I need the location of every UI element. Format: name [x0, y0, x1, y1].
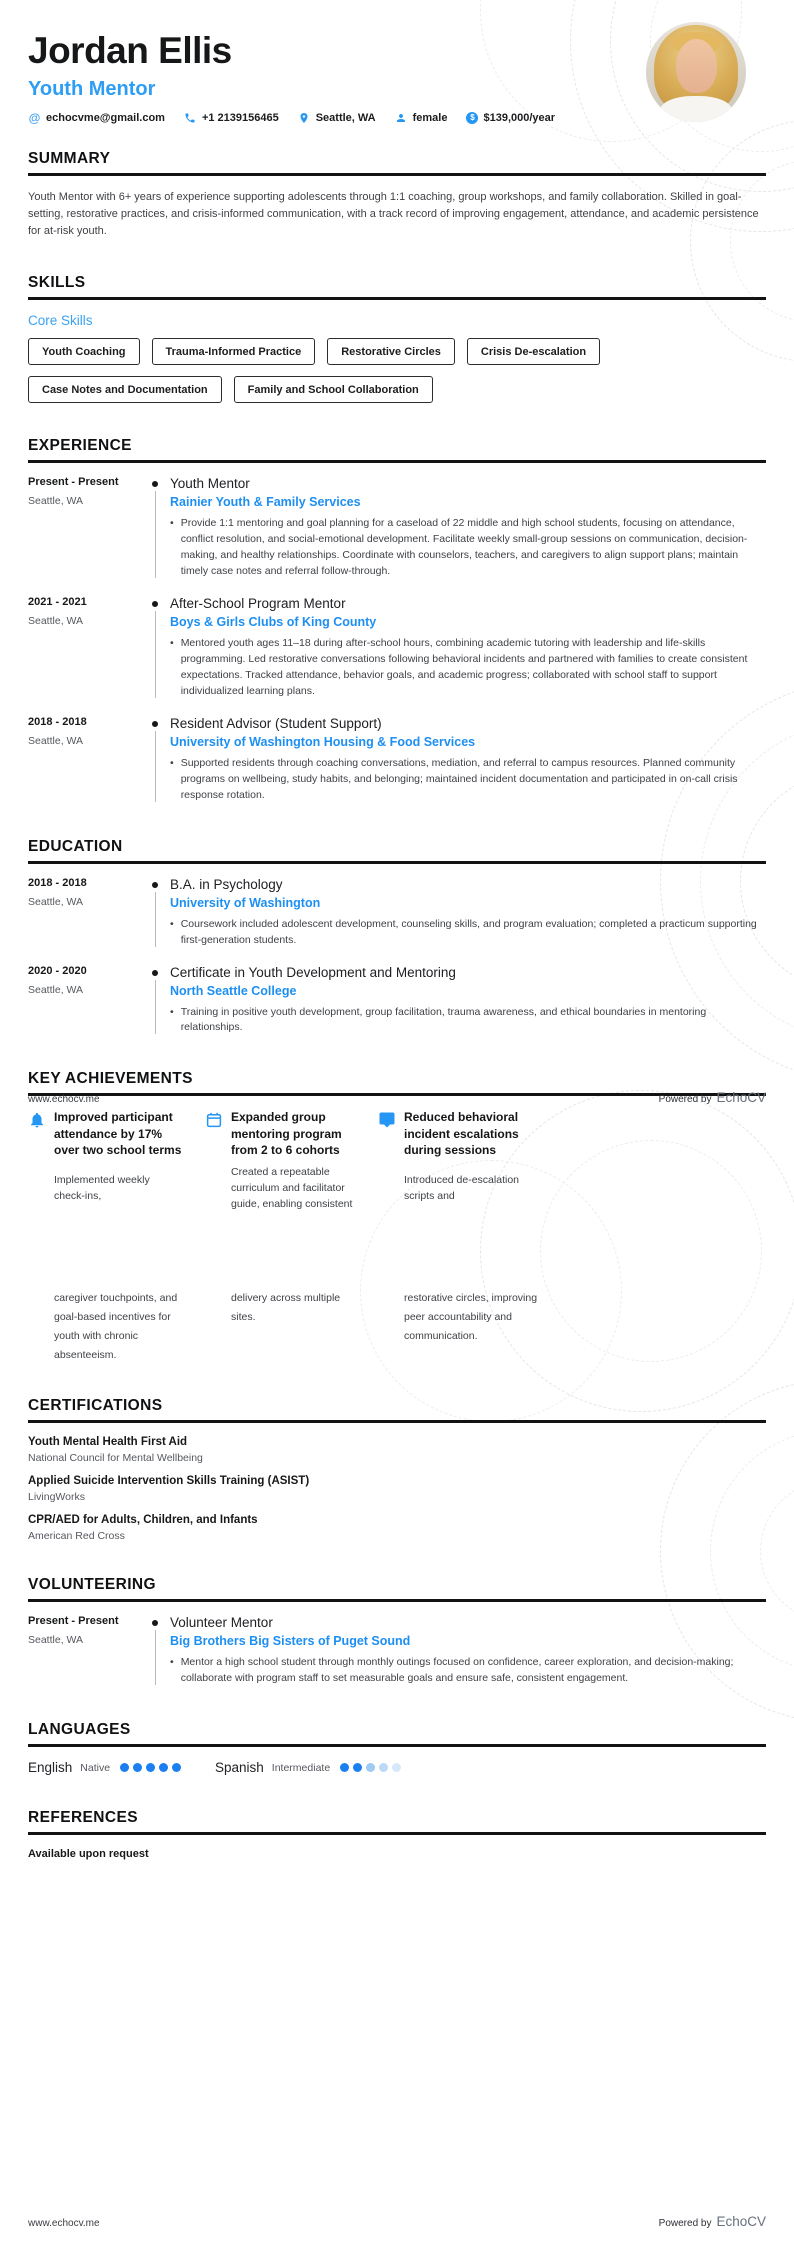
skills-group-label: Core Skills [28, 313, 93, 329]
experience-entry [28, 476, 766, 580]
section-volunteering [28, 1576, 766, 1687]
language-level: Intermediate [271, 1761, 331, 1774]
dollar-icon: $ [466, 112, 478, 124]
contact-salary [466, 112, 555, 124]
contact-salary-value: $139,000/year [483, 111, 556, 124]
language-name: English [28, 1760, 73, 1776]
language-list [28, 1760, 766, 1775]
achievements-heading: KEY ACHIEVEMENTS [28, 1070, 766, 1096]
entry-school: North Seattle College [170, 983, 297, 998]
page-break-gap [28, 1212, 766, 1286]
entry-school: University of Washington [170, 895, 321, 910]
entry-bullet: • Provide 1:1 mentoring and goal planning for a caseload of 22 middle and high school students, focusing on attendance, conflict resolution, and social-emotional development. Facilitate weekly small-group sessions on communication, decision-making, and healthy relationships. Coordinate with counselors, teachers, and caregivers to align support plans; maintain timely case notes and referral follow-through. [170, 516, 766, 580]
section-summary [28, 150, 766, 240]
certification-item [28, 1475, 766, 1503]
achievement-item-continued [205, 1288, 378, 1363]
entry-degree: B.A. in Psychology [170, 876, 283, 892]
timeline-line [155, 491, 156, 578]
language-name: Spanish [215, 1760, 264, 1776]
person-icon [395, 111, 408, 124]
timeline-line [155, 1630, 156, 1685]
proficiency-dot [392, 1763, 401, 1772]
timeline-dot [152, 1620, 158, 1626]
bell-icon [28, 1111, 46, 1129]
section-skills [28, 274, 766, 403]
contact-gender-value: female [412, 111, 448, 124]
experience-entry [28, 596, 766, 700]
proficiency-dot [340, 1763, 349, 1772]
entry-organization: Big Brothers Big Sisters of Puget Sound [170, 1634, 411, 1649]
achievement-desc: caregiver touchpoints, and goal-based incentives for youth with chronic absenteeism. [54, 1292, 178, 1361]
entry-dates: Present - Present [28, 476, 119, 489]
timeline [140, 596, 170, 700]
entry-meta [28, 965, 140, 1037]
contact-gender [395, 111, 448, 124]
entry-body [170, 1615, 766, 1687]
education-entry [28, 965, 766, 1037]
entry-role: Youth Mentor [170, 476, 250, 492]
location-pin-icon [298, 111, 311, 124]
timeline-dot [152, 481, 158, 487]
timeline-dot [152, 970, 158, 976]
achievement-title: Expanded group mentoring program from 2 to 6 cohorts [231, 1110, 342, 1157]
proficiency-dot [159, 1763, 168, 1772]
achievement-desc: Introduced de-escalation scripts and [404, 1173, 519, 1202]
entry-role: After-School Program Mentor [170, 595, 346, 611]
entry-body [170, 476, 766, 580]
achievement-item-continued [28, 1288, 205, 1363]
entry-bullet: • Supported residents through coaching conversations, mediation, and referral to campus resources. Planned community programs on wellbeing, study habits, and belonging; maintained incident documentation and participated in on-call crisis response rotation. [170, 756, 766, 804]
timeline [140, 965, 170, 1037]
certification-name: Youth Mental Health First Aid [28, 1436, 188, 1449]
entry-location: Seattle, WA [28, 614, 84, 627]
timeline [140, 716, 170, 804]
entry-location: Seattle, WA [28, 895, 84, 908]
summary-heading: SUMMARY [28, 150, 766, 176]
entry-dates: 2018 - 2018 [28, 715, 87, 728]
certification-name: CPR/AED for Adults, Children, and Infants [28, 1514, 258, 1527]
timeline-line [155, 980, 156, 1035]
entry-meta [28, 476, 140, 580]
proficiency-dot [146, 1763, 155, 1772]
language-item [215, 1760, 401, 1775]
entry-role: Resident Advisor (Student Support) [170, 715, 382, 731]
certification-issuer: American Red Cross [28, 1530, 125, 1543]
certification-issuer: National Council for Mental Wellbeing [28, 1452, 203, 1465]
page-footer [28, 2214, 766, 2229]
skill-chip: Youth Coaching [28, 338, 140, 365]
entry-bullet: • Mentor a high school student through monthly outings focused on confidence, career exploration, and decision-making; collaborate with program staff to set measurable goals and ensure safe, consistent engagement. [170, 1655, 766, 1687]
contact-phone [184, 111, 279, 124]
entry-location: Seattle, WA [28, 1634, 84, 1647]
references-heading: REFERENCES [28, 1809, 766, 1835]
education-heading: EDUCATION [28, 838, 766, 864]
certifications-heading: CERTIFICATIONS [28, 1397, 766, 1423]
contact-phone-value: +1 2139156465 [201, 111, 279, 124]
proficiency-dot [120, 1763, 129, 1772]
skills-heading: SKILLS [28, 274, 766, 300]
proficiency-dot [353, 1763, 362, 1772]
calendar-icon [205, 1111, 223, 1129]
avatar-face [676, 39, 717, 93]
skill-chip: Restorative Circles [327, 338, 455, 365]
timeline-line [155, 611, 156, 698]
proficiency-dot [172, 1763, 181, 1772]
contact-location-value: Seattle, WA [315, 111, 376, 124]
timeline [140, 1615, 170, 1687]
person-name: Jordan Ellis [28, 30, 232, 71]
achievements-grid-continued [28, 1288, 766, 1363]
entry-dates: 2018 - 2018 [28, 876, 87, 889]
achievement-item [378, 1109, 566, 1212]
phone-icon [184, 111, 197, 124]
experience-heading: EXPERIENCE [28, 437, 766, 463]
proficiency-dot [133, 1763, 142, 1772]
powered-by-label: Powered by [658, 2218, 712, 2229]
chat-icon [378, 1111, 396, 1129]
entry-company: Rainier Youth & Family Services [170, 495, 361, 510]
achievement-desc: Created a repeatable curriculum and facilitator guide, enabling consistent [231, 1166, 353, 1210]
person-job-title: Youth Mentor [28, 78, 156, 100]
timeline [140, 476, 170, 580]
references-text: Available upon request [28, 1848, 149, 1861]
volunteering-heading: VOLUNTEERING [28, 1576, 766, 1602]
contact-row [28, 111, 766, 124]
certification-name: Applied Suicide Intervention Skills Training (ASIST) [28, 1475, 310, 1488]
footer-site-link[interactable]: www.echocv.me [28, 2218, 100, 2229]
profile-photo [646, 22, 746, 122]
timeline-dot [152, 721, 158, 727]
echocv-brand-link[interactable]: EchoCV [716, 1090, 766, 1105]
timeline-line [155, 892, 156, 947]
entry-dates: 2020 - 2020 [28, 964, 87, 977]
entry-body [170, 965, 766, 1037]
certification-item [28, 1436, 766, 1464]
education-entry [28, 877, 766, 949]
entry-bullet: • Training in positive youth development, group facilitation, trauma awareness, and ethical boundaries in mentoring relationships. [170, 1005, 766, 1037]
entry-meta [28, 1615, 140, 1687]
achievement-desc: restorative circles, improving peer accountability and communication. [404, 1292, 538, 1342]
experience-entry [28, 716, 766, 804]
skill-chip: Case Notes and Documentation [28, 376, 222, 403]
timeline [140, 877, 170, 949]
volunteering-entry [28, 1615, 766, 1687]
section-languages [28, 1721, 766, 1775]
powered-by-label: Powered by [658, 1094, 712, 1105]
footer-powered [659, 2214, 766, 2229]
section-certifications [28, 1397, 766, 1542]
achievement-title: Reduced behavioral incident escalations during sessions [404, 1110, 519, 1157]
skill-chip: Family and School Collaboration [234, 376, 433, 403]
language-proficiency-dots [340, 1763, 401, 1772]
entry-dates: 2021 - 2021 [28, 595, 87, 608]
language-item [28, 1760, 215, 1775]
language-level: Native [80, 1761, 111, 1774]
at-icon: @ [28, 110, 41, 125]
entry-company: Boys & Girls Clubs of King County [170, 614, 377, 629]
page-footer [28, 1090, 766, 1105]
contact-email-value: echocvme@gmail.com [46, 111, 165, 124]
achievements-grid [28, 1109, 766, 1212]
footer-powered [659, 1090, 766, 1105]
contact-location [298, 111, 376, 124]
entry-bullet: • Mentored youth ages 11–18 during after-school hours, combining academic tutoring with leadership and life-skills programming. Led restorative conversations following behavioral incidents and partnered with families to create consistent expectations. Tracked attendance, behavior goals, and academic progress; collaborated with school staff to support individualized learning plans. [170, 636, 766, 700]
entry-meta [28, 596, 140, 700]
entry-degree: Certificate in Youth Development and Mentoring [170, 964, 456, 980]
entry-role: Volunteer Mentor [170, 1615, 273, 1631]
summary-text: Youth Mentor with 6+ years of experience supporting adolescents through 1:1 coaching, group workshops, and family collaboration. Skilled in goal-setting, restorative practices, and crisis-informed communication, with a track record of improving engagement, attendance, and academic persistence for at-risk youth. [28, 191, 759, 238]
certification-item [28, 1514, 766, 1542]
entry-location: Seattle, WA [28, 983, 84, 996]
achievement-title: Improved participant attendance by 17% over two school terms [54, 1110, 182, 1157]
timeline-dot [152, 601, 158, 607]
entry-dates: Present - Present [28, 1615, 119, 1628]
section-achievements [28, 1070, 766, 1363]
section-experience [28, 437, 766, 803]
languages-heading: LANGUAGES [28, 1721, 766, 1747]
proficiency-dot [366, 1763, 375, 1772]
proficiency-dot [379, 1763, 388, 1772]
achievement-item-continued [378, 1288, 566, 1363]
skills-chip-list [28, 338, 766, 403]
timeline-dot [152, 882, 158, 888]
certification-issuer: LivingWorks [28, 1491, 85, 1504]
achievement-desc: delivery across multiple sites. [231, 1292, 341, 1323]
achievement-item [205, 1109, 378, 1212]
footer-site-link[interactable]: www.echocv.me [28, 1094, 100, 1105]
avatar-shirt [660, 96, 732, 122]
achievement-item [28, 1109, 205, 1212]
entry-location: Seattle, WA [28, 495, 84, 508]
contact-email[interactable] [28, 111, 165, 124]
section-references [28, 1809, 766, 1860]
entry-company: University of Washington Housing & Food Services [170, 734, 476, 749]
timeline-line [155, 731, 156, 802]
entry-location: Seattle, WA [28, 734, 84, 747]
entry-body [170, 716, 766, 804]
language-proficiency-dots [120, 1763, 181, 1772]
entry-body [170, 877, 766, 949]
section-education [28, 838, 766, 1037]
skill-chip: Crisis De-escalation [467, 338, 600, 365]
entry-body [170, 596, 766, 700]
entry-bullet: • Coursework included adolescent development, counseling skills, and program evaluation; completed a practicum supporting first-generation students. [170, 917, 766, 949]
echocv-brand-link[interactable]: EchoCV [716, 2214, 766, 2229]
entry-meta [28, 877, 140, 949]
skill-chip: Trauma-Informed Practice [152, 338, 316, 365]
entry-meta [28, 716, 140, 804]
achievement-desc: Implemented weekly check-ins, [54, 1173, 150, 1202]
